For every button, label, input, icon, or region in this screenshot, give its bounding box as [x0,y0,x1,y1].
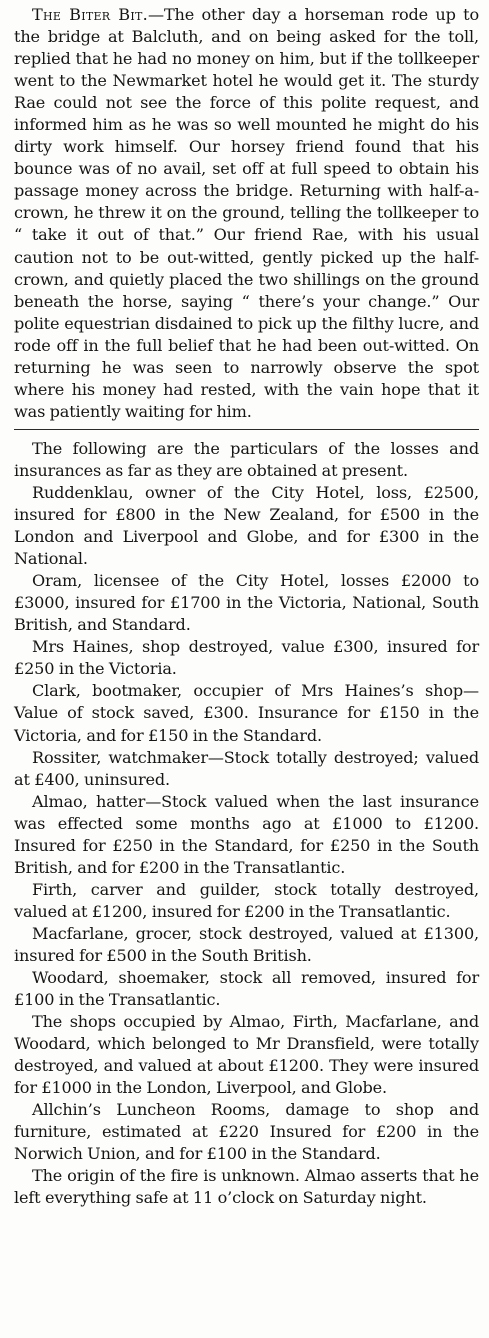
loss-allchin: Allchin’s Luncheon Rooms, damage to shop and furniture, estimated at £220 Insured for £200 in the Norwich Union, and for £100 in the Standard. [14,1100,479,1164]
loss-woodard: Woodard, shoemaker, stock all removed, insured for £100 in the Transatlantic. [14,968,479,1010]
biter-bit-body: —The other day a horseman rode up to the bridge at Balcluth, and on being asked for the toll, replied that he had no money on him, but if the tollkeeper went to the Newmarket hotel he would get it. The sturdy Rae could not see the force of this polite request, and informed him as he was so well mounted he might do his dirty work himself. Our horsey friend found that his bounce was of no avail, set off at full speed to obtain his passage money across the bridge. Returning with half-a-crown, he threw it on the ground, telling the tollkeeper to “ take it out of that.” Our friend Rae, with his usual caution not to be out-witted, gently picked up the half-crown, and quietly placed the two shillings on the ground beneath the horse, saying “ there’s your change.” Our polite equestrian disdained to pick up the filthy lucre, and rode off in the full belief that he had been out-witted. On returning he was seen to narrowly observe the spot where his money had rested, with the vain hope that it was patiently waiting for him. [14,5,479,421]
losses-intro-paragraph: The following are the particulars of the losses and insurances as far as they are obtained at present. [14,438,479,480]
loss-oram: Oram, licensee of the City Hotel, losses £2000 to £3000, insured for £1700 in the Victoria, National, South British, and Standard. [14,571,479,635]
loss-clark: Clark, bootmaker, occupier of Mrs Haines’s shop—Value of stock saved, £300. Insurance for £150 in the Victoria, and for £150 in the Standard. [14,681,479,745]
loss-almao: Almao, hatter—Stock valued when the last insurance was effected some months ago at £1000 to £1200. Insured for £250 in the Standard, for £250 in the South British, and for £200 in the Transatlantic. [14,791,479,877]
column-divider [14,429,479,430]
biter-bit-paragraph [14,4,479,423]
loss-firth: Firth, carver and guilder, stock totally destroyed, valued at £1200, insured for £200 in the Transatlantic. [14,879,479,921]
loss-shops-dransfield: The shops occupied by Almao, Firth, Macfarlane, and Woodard, which belonged to Mr Dransfield, were totally destroyed, and valued at about £1200. They were insured for £1000 in the London, Liverpool, and Globe. [14,1012,479,1098]
fire-origin-paragraph: The origin of the fire is unknown. Almao asserts that he left everything safe at 11 o’clock on Saturday night. [14,1166,479,1208]
loss-macfarlane: Macfarlane, grocer, stock destroyed, valued at £1300, insured for £500 in the South British. [14,923,479,965]
loss-rossiter: Rossiter, watchmaker—Stock totally destroyed; valued at £400, uninsured. [14,747,479,789]
loss-haines: Mrs Haines, shop destroyed, value £300, insured for £250 in the Victoria. [14,637,479,679]
biter-bit-heading: The Biter Bit. [32,5,149,24]
loss-ruddenklau: Ruddenklau, owner of the City Hotel, loss, £2500, insured for £800 in the New Zealand, for £500 in the London and Liverpool and Globe, and for £300 in the National. [14,482,479,569]
